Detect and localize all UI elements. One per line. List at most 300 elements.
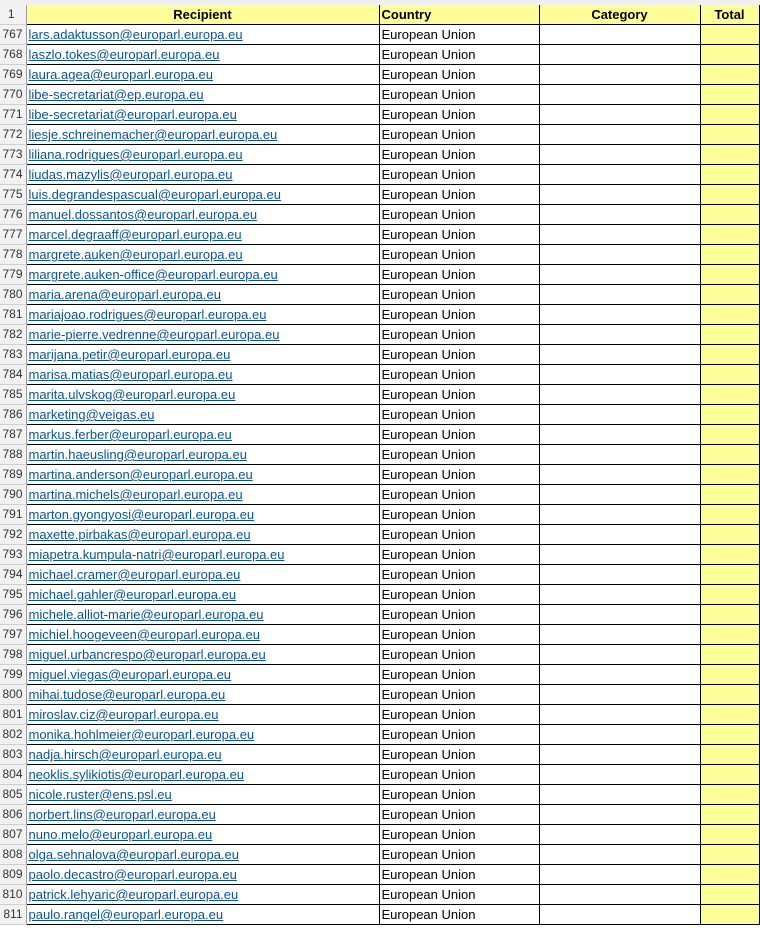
country-cell[interactable]: European Union [379,805,539,825]
total-cell[interactable] [700,425,759,445]
recipient-email-link[interactable]: margrete.auken@europarl.europa.eu [28,247,243,262]
total-cell[interactable] [700,665,759,685]
table-row [0,45,759,65]
row-number[interactable]: 778 [0,245,26,265]
recipient-email-link[interactable]: maria.arena@europarl.europa.eu [28,287,221,302]
recipient-email-link[interactable]: marita.ulvskog@europarl.europa.eu [28,387,236,402]
table-row [0,505,759,525]
total-cell[interactable] [700,845,759,865]
total-cell[interactable] [700,505,759,525]
recipient-cell[interactable] [26,905,379,925]
table-row [0,745,759,765]
recipient-email-link[interactable]: nadja.hirsch@europarl.europa.eu [28,747,222,762]
country-cell[interactable]: European Union [379,845,539,865]
row-number[interactable]: 801 [0,705,26,725]
row-number[interactable]: 795 [0,585,26,605]
recipient-cell[interactable] [26,445,379,465]
country-cell[interactable]: European Union [379,665,539,685]
country-cell[interactable]: European Union [379,125,539,145]
category-cell[interactable] [539,545,700,565]
row-number[interactable]: 767 [0,25,26,45]
category-cell[interactable] [539,685,700,705]
country-cell[interactable]: European Union [379,725,539,745]
category-cell[interactable] [539,605,700,625]
recipient-cell[interactable] [26,565,379,585]
category-cell[interactable] [539,305,700,325]
category-cell[interactable] [539,865,700,885]
row-number[interactable]: 779 [0,265,26,285]
recipient-cell[interactable] [26,205,379,225]
recipient-email-link[interactable]: markus.ferber@europarl.europa.eu [28,427,232,442]
recipient-email-link[interactable]: manuel.dossantos@europarl.europa.eu [28,207,258,222]
recipient-email-link[interactable]: miguel.urbancrespo@europarl.europa.eu [28,647,266,662]
recipient-email-link[interactable]: luis.degrandespascual@europarl.europa.eu [28,187,281,202]
country-cell[interactable]: European Union [379,205,539,225]
recipient-cell[interactable] [26,105,379,125]
row-number[interactable]: 776 [0,205,26,225]
table-row [0,885,759,905]
row-number[interactable]: 784 [0,365,26,385]
recipient-email-link[interactable]: martina.michels@europarl.europa.eu [28,487,243,502]
recipient-cell[interactable] [26,285,379,305]
category-cell[interactable] [539,105,700,125]
recipient-cell[interactable] [26,685,379,705]
category-cell[interactable] [539,625,700,645]
table-row [0,645,759,665]
country-cell[interactable]: European Union [379,405,539,425]
recipient-email-link[interactable]: miguel.viegas@europarl.europa.eu [28,667,232,682]
total-cell[interactable] [700,285,759,305]
total-cell[interactable] [700,245,759,265]
recipient-email-link[interactable]: maxette.pirbakas@europarl.europa.eu [28,527,251,542]
category-cell[interactable] [539,365,700,385]
row-number[interactable]: 783 [0,345,26,365]
recipient-cell[interactable] [26,645,379,665]
total-cell[interactable] [700,125,759,145]
recipient-email-link[interactable]: paolo.decastro@europarl.europa.eu [28,867,237,882]
recipient-email-link[interactable]: martin.haeusling@europarl.europa.eu [28,447,247,462]
country-cell[interactable]: European Union [379,85,539,105]
country-cell[interactable]: European Union [379,885,539,905]
recipient-email-link[interactable]: mihai.tudose@europarl.europa.eu [28,687,226,702]
country-cell[interactable]: European Union [379,705,539,725]
total-cell[interactable] [700,185,759,205]
country-cell[interactable]: European Union [379,865,539,885]
table-row [0,905,759,925]
category-cell[interactable] [539,325,700,345]
recipient-cell[interactable] [26,345,379,365]
category-cell[interactable] [539,645,700,665]
row-number[interactable]: 775 [0,185,26,205]
total-cell[interactable] [700,445,759,465]
category-cell[interactable] [539,65,700,85]
recipient-cell[interactable] [26,785,379,805]
country-cell[interactable]: European Union [379,785,539,805]
recipient-cell[interactable] [26,825,379,845]
total-cell[interactable] [700,205,759,225]
category-cell[interactable] [539,45,700,65]
total-cell[interactable] [700,345,759,365]
category-cell[interactable] [539,665,700,685]
recipient-cell[interactable] [26,305,379,325]
recipient-cell[interactable] [26,745,379,765]
total-cell[interactable] [700,885,759,905]
recipient-email-link[interactable]: libe-secretariat@europarl.europa.eu [28,107,237,122]
row-number[interactable]: 797 [0,625,26,645]
recipient-cell[interactable] [26,765,379,785]
table-row [0,785,759,805]
table-row [0,305,759,325]
recipient-email-link[interactable]: margrete.auken-office@europarl.europa.eu [28,267,278,282]
recipient-email-link[interactable]: liesje.schreinemacher@europarl.europa.eu [28,127,278,142]
recipient-email-link[interactable]: liudas.mazylis@europarl.europa.eu [28,167,233,182]
country-cell[interactable]: European Union [379,605,539,625]
recipient-cell[interactable] [26,165,379,185]
category-cell[interactable] [539,565,700,585]
recipient-cell[interactable] [26,545,379,565]
country-cell[interactable]: European Union [379,45,539,65]
recipient-email-link[interactable]: lars.adaktusson@europarl.europa.eu [28,27,243,42]
recipient-email-link[interactable]: nuno.melo@europarl.europa.eu [28,827,213,842]
category-cell[interactable] [539,905,700,925]
category-cell[interactable] [539,525,700,545]
total-cell[interactable] [700,305,759,325]
recipient-email-link[interactable]: neoklis.sylikiotis@europarl.europa.eu [28,767,245,782]
recipient-cell[interactable] [26,525,379,545]
total-cell[interactable] [700,145,759,165]
total-cell[interactable] [700,405,759,425]
row-number[interactable]: 781 [0,305,26,325]
category-cell[interactable] [539,265,700,285]
country-cell[interactable]: European Union [379,645,539,665]
total-cell[interactable] [700,745,759,765]
recipient-email-link[interactable]: paulo.rangel@europarl.europa.eu [28,907,224,922]
recipient-email-link[interactable]: marketing@veigas.eu [28,407,155,422]
row-number[interactable]: 791 [0,505,26,525]
row-number[interactable]: 793 [0,545,26,565]
total-cell[interactable] [700,605,759,625]
country-cell[interactable]: European Union [379,625,539,645]
category-cell[interactable] [539,845,700,865]
recipient-cell[interactable] [26,625,379,645]
table-row [0,265,759,285]
recipient-cell[interactable] [26,265,379,285]
total-cell[interactable] [700,625,759,645]
recipient-cell[interactable] [26,405,379,425]
table-row [0,165,759,185]
table-row [0,285,759,305]
recipient-email-link[interactable]: michele.alliot-marie@europarl.europa.eu [28,607,264,622]
country-cell[interactable]: European Union [379,265,539,285]
recipient-cell[interactable] [26,505,379,525]
recipient-email-link[interactable]: libe-secretariat@ep.europa.eu [28,87,204,102]
table-row [0,85,759,105]
recipient-email-link[interactable]: marisa.matias@europarl.europa.eu [28,367,233,382]
recipient-cell[interactable] [26,665,379,685]
category-cell[interactable] [539,225,700,245]
row-number[interactable]: 792 [0,525,26,545]
country-cell[interactable]: European Union [379,905,539,925]
total-cell[interactable] [700,485,759,505]
row-number[interactable]: 806 [0,805,26,825]
country-cell[interactable]: European Union [379,485,539,505]
country-cell[interactable]: European Union [379,745,539,765]
category-cell[interactable] [539,765,700,785]
country-cell[interactable]: European Union [379,225,539,245]
table-row [0,385,759,405]
table-row [0,725,759,745]
row-number[interactable]: 774 [0,165,26,185]
recipient-email-link[interactable]: liliana.rodrigues@europarl.europa.eu [28,147,243,162]
row-number[interactable]: 780 [0,285,26,305]
header-total[interactable]: Total [700,5,759,25]
recipient-cell[interactable] [26,865,379,885]
recipient-cell[interactable] [26,145,379,165]
recipient-cell[interactable] [26,845,379,865]
total-cell[interactable] [700,325,759,345]
total-cell[interactable] [700,825,759,845]
recipient-email-link[interactable]: michael.cramer@europarl.europa.eu [28,567,241,582]
recipient-email-link[interactable]: marton.gyongyosi@europarl.europa.eu [28,507,255,522]
total-cell[interactable] [700,165,759,185]
category-cell[interactable] [539,725,700,745]
category-cell[interactable] [539,85,700,105]
table-row [0,625,759,645]
total-cell[interactable] [700,785,759,805]
category-cell[interactable] [539,185,700,205]
row-number[interactable]: 808 [0,845,26,865]
row-number[interactable]: 787 [0,425,26,445]
total-cell[interactable] [700,85,759,105]
country-cell[interactable]: European Union [379,325,539,345]
recipient-email-link[interactable]: michiel.hoogeveen@europarl.europa.eu [28,627,260,642]
recipient-cell[interactable] [26,485,379,505]
total-cell[interactable] [700,385,759,405]
total-cell[interactable] [700,265,759,285]
row-number[interactable]: 810 [0,885,26,905]
country-cell[interactable]: European Union [379,345,539,365]
row-number[interactable]: 769 [0,65,26,85]
country-cell[interactable]: European Union [379,465,539,485]
table-row [0,525,759,545]
country-cell[interactable]: European Union [379,365,539,385]
total-cell[interactable] [700,585,759,605]
row-number[interactable]: 802 [0,725,26,745]
recipient-email-link[interactable]: monika.hohlmeier@europarl.europa.eu [28,727,255,742]
recipient-email-link[interactable]: michael.gahler@europarl.europa.eu [28,587,237,602]
header-country[interactable]: Country [379,5,539,25]
category-cell[interactable] [539,785,700,805]
table-row [0,345,759,365]
category-cell[interactable] [539,465,700,485]
total-cell[interactable] [700,805,759,825]
total-cell[interactable] [700,25,759,45]
recipient-cell[interactable] [26,725,379,745]
recipient-cell[interactable] [26,705,379,725]
recipient-email-link[interactable]: olga.sehnalova@europarl.europa.eu [28,847,240,862]
row-number[interactable]: 1 [0,5,26,25]
total-cell[interactable] [700,65,759,85]
category-cell[interactable] [539,165,700,185]
recipient-cell[interactable] [26,225,379,245]
recipient-cell[interactable] [26,125,379,145]
category-cell[interactable] [539,125,700,145]
total-cell[interactable] [700,705,759,725]
header-row [0,5,759,25]
recipient-cell[interactable] [26,25,379,45]
recipient-cell[interactable] [26,585,379,605]
category-cell[interactable] [539,885,700,905]
category-cell[interactable] [539,245,700,265]
row-number[interactable]: 796 [0,605,26,625]
recipient-email-link[interactable]: marijana.petir@europarl.europa.eu [28,347,231,362]
category-cell[interactable] [539,585,700,605]
recipient-email-link[interactable]: mariajoao.rodrigues@europarl.europa.eu [28,307,267,322]
row-number[interactable]: 770 [0,85,26,105]
total-cell[interactable] [700,225,759,245]
total-cell[interactable] [700,765,759,785]
country-cell[interactable]: European Union [379,565,539,585]
recipient-cell[interactable] [26,605,379,625]
row-number[interactable]: 807 [0,825,26,845]
recipient-email-link[interactable]: laszlo.tokes@europarl.europa.eu [28,47,220,62]
total-cell[interactable] [700,725,759,745]
recipient-email-link[interactable]: nicole.ruster@ens.psl.eu [28,787,172,802]
total-cell[interactable] [700,105,759,125]
category-cell[interactable] [539,805,700,825]
total-cell[interactable] [700,565,759,585]
recipient-cell[interactable] [26,885,379,905]
recipient-cell[interactable] [26,365,379,385]
recipient-email-link[interactable]: miroslav.ciz@europarl.europa.eu [28,707,219,722]
country-cell[interactable]: European Union [379,765,539,785]
total-cell[interactable] [700,905,759,925]
row-number[interactable]: 811 [0,905,26,925]
category-cell[interactable] [539,745,700,765]
category-cell[interactable] [539,425,700,445]
category-cell[interactable] [539,705,700,725]
country-cell[interactable]: European Union [379,445,539,465]
country-cell[interactable]: European Union [379,545,539,565]
country-cell[interactable]: European Union [379,105,539,125]
country-cell[interactable]: European Union [379,185,539,205]
header-recipient[interactable]: Recipient [26,5,379,25]
row-number[interactable]: 782 [0,325,26,345]
category-cell[interactable] [539,345,700,365]
recipient-cell[interactable] [26,245,379,265]
total-cell[interactable] [700,865,759,885]
row-number[interactable]: 788 [0,445,26,465]
category-cell[interactable] [539,445,700,465]
row-number[interactable]: 789 [0,465,26,485]
row-number[interactable]: 799 [0,665,26,685]
row-number[interactable]: 790 [0,485,26,505]
table-row [0,365,759,385]
row-number[interactable]: 773 [0,145,26,165]
row-number[interactable]: 805 [0,785,26,805]
category-cell[interactable] [539,825,700,845]
country-cell[interactable]: European Union [379,65,539,85]
country-cell[interactable]: European Union [379,145,539,165]
table-row [0,145,759,165]
recipient-cell[interactable] [26,325,379,345]
category-cell[interactable] [539,205,700,225]
row-number[interactable]: 771 [0,105,26,125]
country-cell[interactable]: European Union [379,285,539,305]
total-cell[interactable] [700,365,759,385]
recipient-email-link[interactable]: marie-pierre.vedrenne@europarl.europa.eu [28,327,280,342]
total-cell[interactable] [700,645,759,665]
country-cell[interactable]: European Union [379,685,539,705]
recipient-cell[interactable] [26,385,379,405]
country-cell[interactable]: European Union [379,385,539,405]
recipient-cell[interactable] [26,85,379,105]
row-number[interactable]: 803 [0,745,26,765]
row-number[interactable]: 794 [0,565,26,585]
total-cell[interactable] [700,685,759,705]
recipient-cell[interactable] [26,425,379,445]
row-number[interactable]: 800 [0,685,26,705]
category-cell[interactable] [539,405,700,425]
country-cell[interactable]: European Union [379,165,539,185]
table-row [0,865,759,885]
recipient-cell[interactable] [26,465,379,485]
country-cell[interactable]: European Union [379,305,539,325]
category-cell[interactable] [539,505,700,525]
row-number[interactable]: 798 [0,645,26,665]
table-row [0,65,759,85]
recipient-email-link[interactable]: patrick.lehyaric@europarl.europa.eu [28,887,239,902]
table-row [0,25,759,45]
country-cell[interactable]: European Union [379,525,539,545]
total-cell[interactable] [700,525,759,545]
row-number[interactable]: 809 [0,865,26,885]
category-cell[interactable] [539,145,700,165]
recipient-email-link[interactable]: martina.anderson@europarl.europa.eu [28,467,253,482]
country-cell[interactable]: European Union [379,25,539,45]
table-row [0,805,759,825]
total-cell[interactable] [700,45,759,65]
recipient-cell[interactable] [26,65,379,85]
row-number[interactable]: 768 [0,45,26,65]
row-number[interactable]: 777 [0,225,26,245]
category-cell[interactable] [539,25,700,45]
row-number[interactable]: 785 [0,385,26,405]
country-cell[interactable]: European Union [379,585,539,605]
recipient-email-link[interactable]: marcel.degraaff@europarl.europa.eu [28,227,242,242]
header-category[interactable]: Category [539,5,700,25]
total-cell[interactable] [700,545,759,565]
recipient-email-link[interactable]: miapetra.kumpula-natri@europarl.europa.eu [28,547,285,562]
table-row [0,845,759,865]
category-cell[interactable] [539,385,700,405]
recipient-cell[interactable] [26,185,379,205]
country-cell[interactable]: European Union [379,245,539,265]
row-number[interactable]: 772 [0,125,26,145]
category-cell[interactable] [539,485,700,505]
recipient-cell[interactable] [26,805,379,825]
recipient-email-link[interactable]: laura.agea@europarl.europa.eu [28,67,213,82]
total-cell[interactable] [700,465,759,485]
country-cell[interactable]: European Union [379,825,539,845]
country-cell[interactable]: European Union [379,425,539,445]
country-cell[interactable]: European Union [379,505,539,525]
category-cell[interactable] [539,285,700,305]
recipient-cell[interactable] [26,45,379,65]
recipient-email-link[interactable]: norbert.lins@europarl.europa.eu [28,807,216,822]
row-number[interactable]: 804 [0,765,26,785]
row-number[interactable]: 786 [0,405,26,425]
